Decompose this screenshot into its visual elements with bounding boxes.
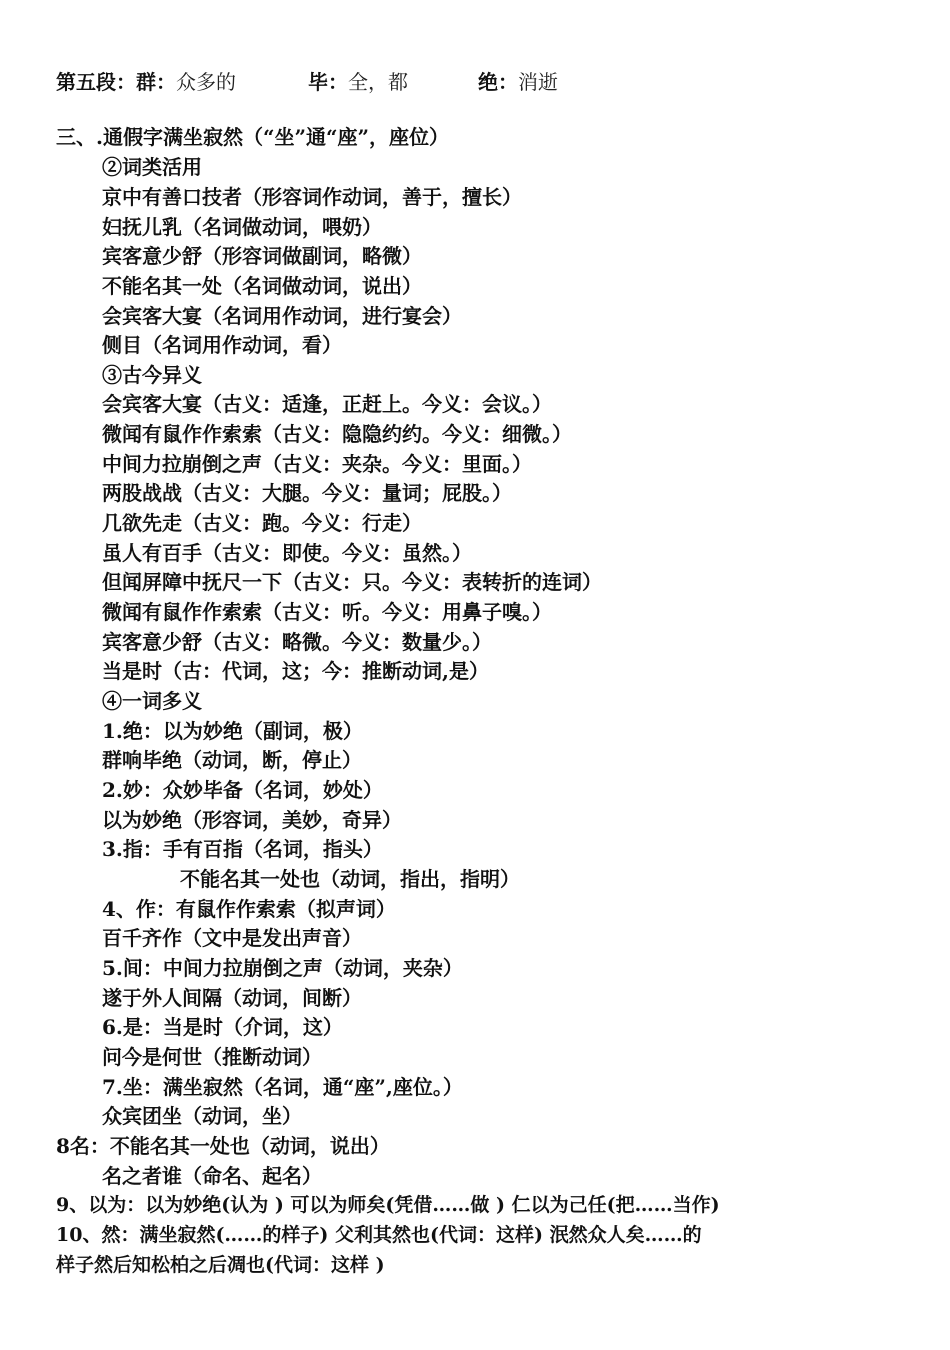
text-line: 会宾客大宴（古义：适逢，正赶上。今义：会议。） — [102, 392, 552, 416]
section-label: 第五段： — [56, 70, 136, 94]
text-line: 虽人有百手（古义：即使。今义：虽然。） — [102, 541, 472, 565]
text-line: 会宾客大宴（名词用作动词，进行宴会） — [102, 304, 462, 328]
term-jue-definition: 消逝 — [518, 70, 558, 94]
term-bi: 毕： — [308, 70, 348, 94]
text-line: 几欲先走（古义：跑。今义：行走） — [102, 511, 422, 535]
term-jue: 绝： — [478, 70, 518, 94]
text-line: 4、作：有鼠作作索索（拟声词） — [102, 897, 396, 921]
subheading-polysemy: ④一词多义 — [102, 689, 202, 713]
text-line: 众宾团坐（动词，坐） — [102, 1104, 302, 1128]
text-line: 宾客意少舒（古义：略微。今义：数量少。） — [102, 630, 492, 654]
text-line: 京中有善口技者（形容词作动词，善于，擅长） — [102, 185, 522, 209]
term-qun-definition: 众多的 — [176, 70, 236, 94]
text-line: 妇抚儿乳（名词做动词，喂奶） — [102, 215, 382, 239]
text-line: 两股战战（古义：大腿。今义：量词；屁股。） — [102, 481, 512, 505]
text-line: 1.绝：以为妙绝（副词，极） — [102, 719, 363, 743]
subheading-ancient-modern-meanings: ③古今异义 — [102, 363, 202, 387]
text-line: 当是时（古：代词，这；今：推断动词,是） — [102, 659, 489, 683]
text-line: 中间力拉崩倒之声（古义：夹杂。今义：里面。） — [102, 452, 532, 476]
text-line: 微闻有鼠作作索索（古义：听。今义：用鼻子嗅。） — [102, 600, 552, 624]
text-line: 9、以为：以为妙绝(认为 ) 可以为师矣(凭借……做 ) 仁以为己任(把……当作) — [56, 1194, 720, 1216]
text-line: 宾客意少舒（形容词做副词，略微） — [102, 244, 422, 268]
text-line: 8名：不能名其一处也（动词，说出） — [56, 1134, 390, 1158]
text-line: 以为妙绝（形容词，美妙，奇异） — [102, 808, 402, 832]
section-five-header — [56, 70, 558, 94]
text-line: 但闻屏障中抚尺一下（古义：只。今义：表转折的连词） — [102, 570, 602, 594]
text-line: 遂于外人间隔（动词，间断） — [102, 986, 362, 1010]
text-line: 侧目（名词用作动词，看） — [102, 333, 342, 357]
text-line: 名之者谁（命名、起名） — [102, 1164, 322, 1188]
section-three-heading: 三、.通假字满坐寂然（“坐”通“座”，座位） — [56, 125, 449, 149]
term-qun: 群： — [136, 70, 176, 94]
text-line: 群响毕绝（动词，断，停止） — [102, 748, 362, 772]
text-line: 2.妙：众妙毕备（名词，妙处） — [102, 778, 383, 802]
text-line: 5.间：中间力拉崩倒之声（动词，夹杂） — [102, 956, 463, 980]
text-line: 不能名其一处（名词做动词，说出） — [102, 274, 422, 298]
text-line: 百千齐作（文中是发出声音） — [102, 926, 362, 950]
text-line: 6.是：当是时（介词，这） — [102, 1015, 343, 1039]
text-line: 不能名其一处也（动词，指出，指明） — [180, 867, 520, 891]
text-line: 3.指：手有百指（名词，指头） — [102, 837, 383, 861]
text-line: 问今是何世（推断动词） — [102, 1045, 322, 1069]
subheading-word-class-usage: ②词类活用 — [102, 155, 202, 179]
text-line: 样子然后知松柏之后凋也(代词：这样 ) — [56, 1254, 385, 1276]
term-bi-definition: 全，都 — [348, 70, 408, 94]
text-line: 10、然：满坐寂然(……的样子) 父利其然也(代词：这样) 泯然众人矣……的 — [56, 1224, 702, 1246]
text-line: 7.坐：满坐寂然（名词，通“座”,座位。） — [102, 1075, 463, 1099]
text-line: 微闻有鼠作作索索（古义：隐隐约约。今义：细微。） — [102, 422, 572, 446]
